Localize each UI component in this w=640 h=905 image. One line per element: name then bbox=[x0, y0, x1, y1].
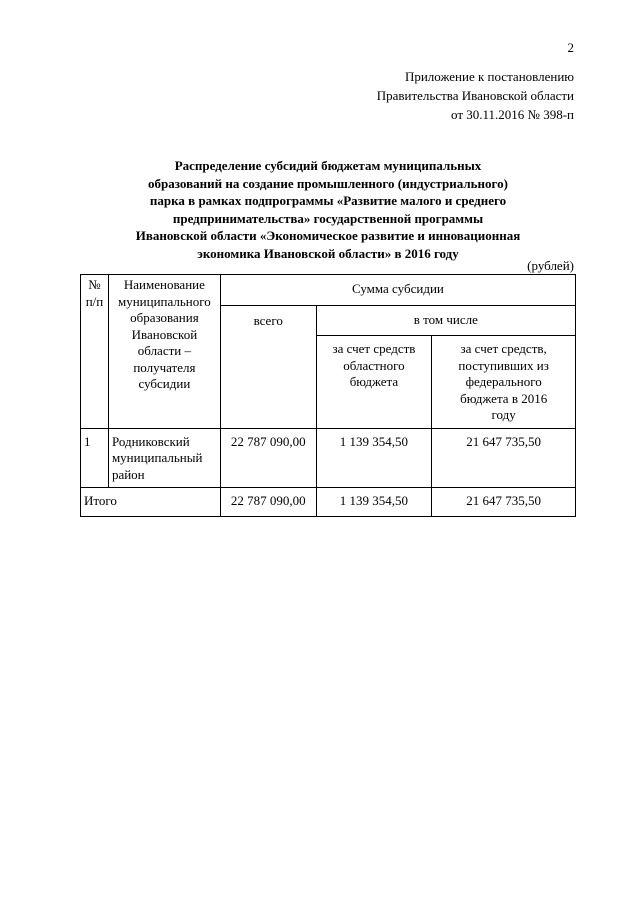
footer-regional: 1 139 354,50 bbox=[316, 488, 432, 517]
header-sum: Сумма субсидии bbox=[220, 275, 575, 306]
header-total: всего bbox=[220, 305, 316, 428]
title-line: образований на создание промышленного (индустриального) bbox=[148, 175, 508, 191]
appendix-line: Приложение к постановлению bbox=[404, 69, 574, 84]
header-regional: за счет средств областного бюджета bbox=[316, 336, 432, 429]
title-line: предпринимательства» государственной программы bbox=[172, 210, 484, 226]
title-line: Ивановской области «Экономическое развитие и инновационная bbox=[135, 228, 521, 243]
appendix-date-line: от 30.11.2016 № 398-п bbox=[451, 107, 574, 122]
row-num: 1 bbox=[81, 428, 109, 488]
row-total: 22 787 090,00 bbox=[220, 428, 316, 488]
document-title bbox=[80, 157, 576, 262]
title-line: Распределение субсидий бюджетам муниципальных bbox=[174, 158, 482, 173]
footer-label: Итого bbox=[81, 488, 221, 517]
table-row bbox=[81, 428, 576, 488]
header-name: Наименование муниципального образования Ивановской области – получателя субсидии bbox=[108, 275, 220, 429]
table-footer-row bbox=[81, 488, 576, 517]
units-label: (рублей) bbox=[527, 258, 574, 273]
header-including: в том числе bbox=[316, 305, 575, 336]
subsidy-table bbox=[80, 274, 576, 517]
page-number: 2 bbox=[567, 40, 574, 55]
appendix-line: Правительства Ивановской области bbox=[376, 88, 574, 103]
header-federal: за счет средств, поступивших из федерального бюджета в 2016 году bbox=[432, 336, 576, 429]
footer-federal: 21 647 735,50 bbox=[432, 488, 576, 517]
appendix-reference bbox=[377, 67, 574, 124]
footer-total: 22 787 090,00 bbox=[220, 488, 316, 517]
title-line: экономика Ивановской области» в 2016 году bbox=[197, 245, 459, 261]
row-regional: 1 139 354,50 bbox=[316, 428, 432, 488]
header-num: № п/п bbox=[81, 275, 109, 429]
title-line: парка в рамках подпрограммы «Развитие малого и среднего bbox=[149, 193, 507, 208]
row-federal: 21 647 735,50 bbox=[432, 428, 576, 488]
row-name: Родниковский муниципальный район bbox=[108, 428, 220, 488]
